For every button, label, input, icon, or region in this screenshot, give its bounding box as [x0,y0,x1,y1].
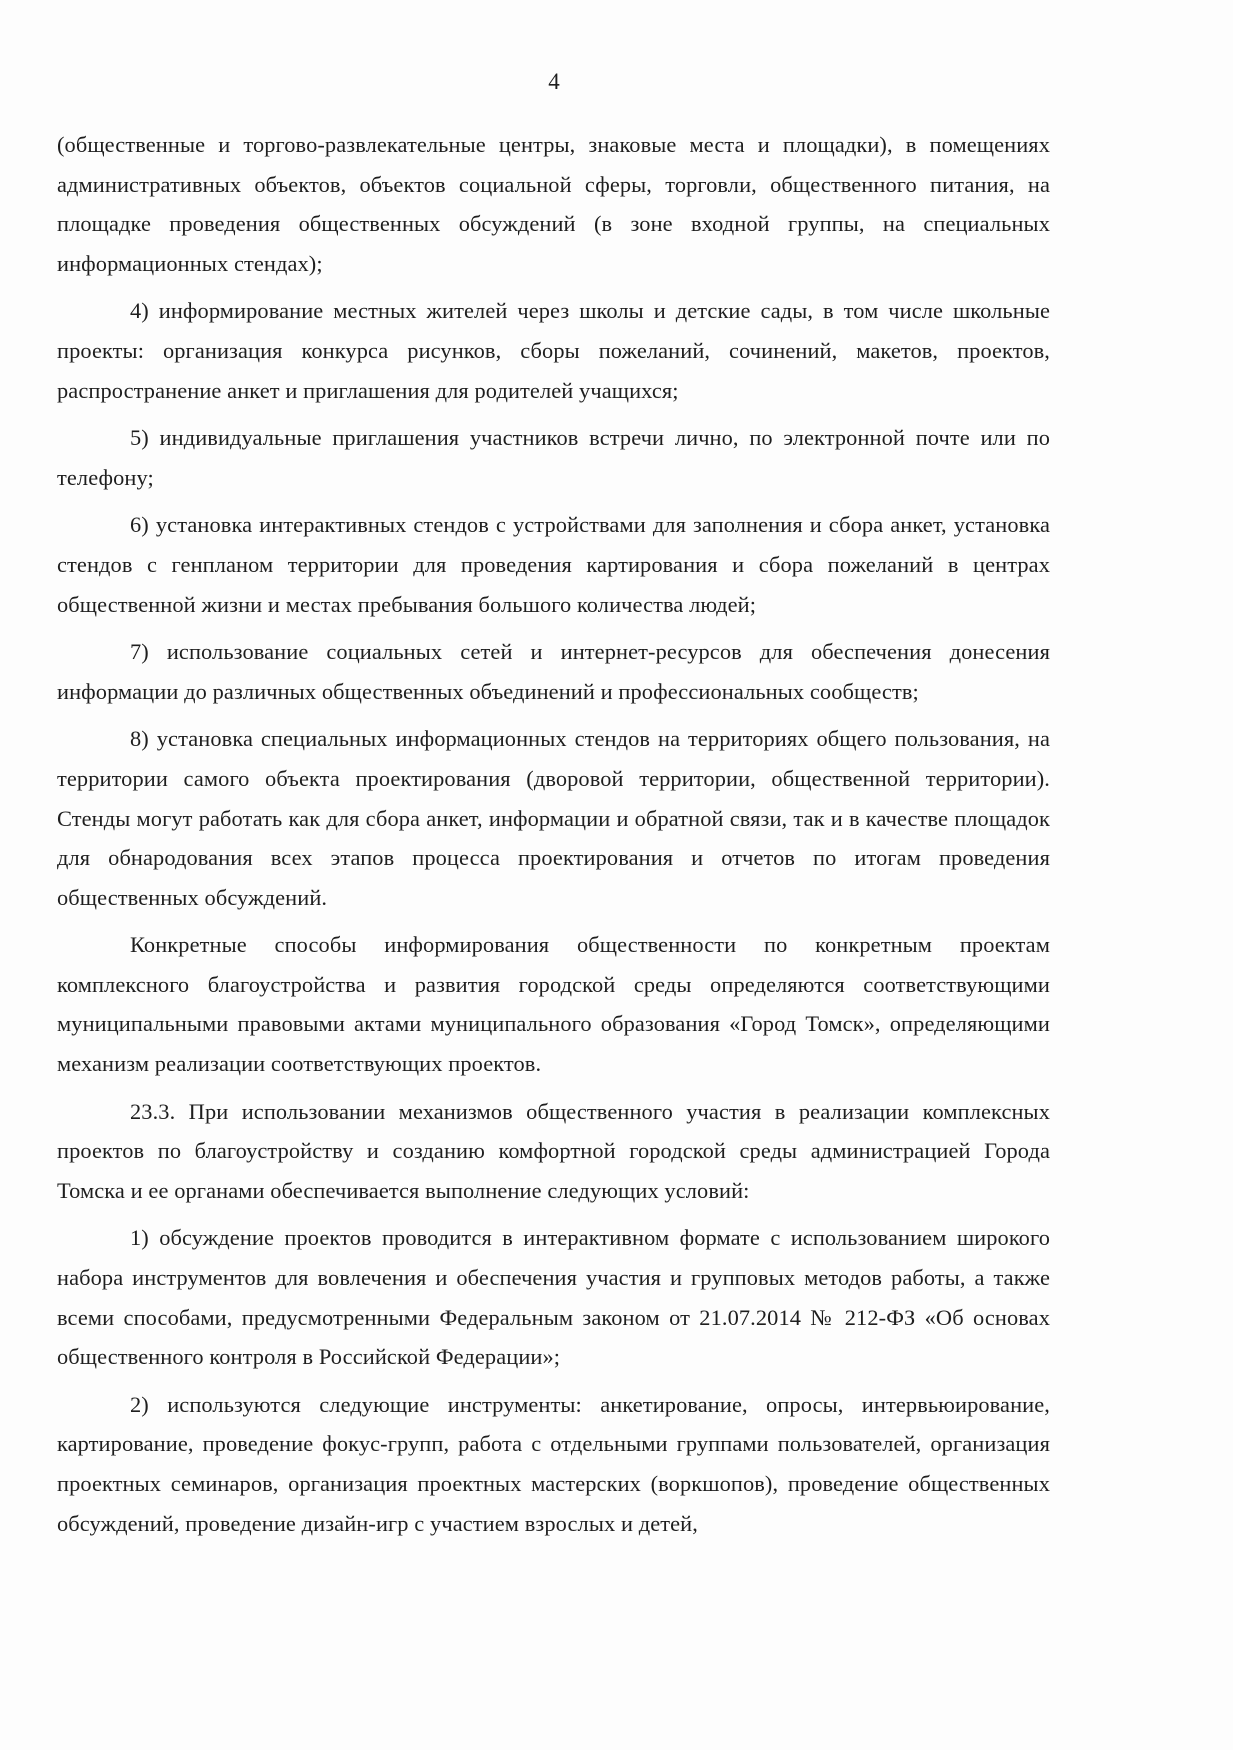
paragraph-item-8: 8) установка специальных информационных стендов на территориях общего пользования, на территории самого объекта проектирования (дворовой территории, общественной территории). Стенды могут работать как для сбора анкет, информации и обратной связи, так и в качестве площадок для обнародования всех этапов процесса проектирования и отчетов по итогам проведения общественных обсуждений. [57,726,1050,910]
paragraph-item-7: 7) использование социальных сетей и интернет-ресурсов для обеспечения донесения информации до различных общественных объединений и профессиональных сообществ; [57,639,1050,704]
paragraph-item-4: 4) информирование местных жителей через школы и детские сады, в том числе школьные проекты: организация конкурса рисунков, сборы пожеланий, сочинений, макетов, проектов, распространение анкет и приглашения для родителей учащихся; [57,298,1050,403]
paragraph-condition-1: 1) обсуждение проектов проводится в интерактивном формате с использованием широкого набора инструментов для вовлечения и обеспечения участия и групповых методов работы, а также всеми способами, предусмотренными Федеральным законом от 21.07.2014 № 212-ФЗ «Об основах общественного контроля в Российской Федерации»; [57,1225,1050,1370]
paragraph-item-5: 5) индивидуальные приглашения участников встречи лично, по электронной почте или по телефону; [57,425,1050,490]
paragraph-item-6: 6) установка интерактивных стендов с устройствами для заполнения и сбора анкет, установка стендов с генпланом территории для проведения картирования и сбора пожеланий в центрах общественной жизни и местах пребывания большого количества людей; [57,512,1050,617]
paragraph-continuation: (общественные и торгово-развлекательные центры, знаковые места и площадки), в помещениях административных объектов, объектов социальной сферы, торговли, общественного питания, на площадке проведения общественных обсуждений (в зоне входной группы, на специальных информационных стендах); [57,132,1050,276]
paragraph-condition-2: 2) используются следующие инструменты: анкетирование, опросы, интервьюирование, картирование, проведение фокус-групп, работа с отдельными группами пользователей, организация проектных семинаров, организация проектных мастерских (воркшопов), проведение общественных обсуждений, проведение дизайн-игр с участием взрослых и детей, [57,1391,1050,1536]
document-body [57,125,1050,1543]
paragraph-specific-methods: Конкретные способы информирования общественности по конкретным проектам комплексного благоустройства и развития городской среды определяются соответствующими муниципальными правовыми актами муниципального образования «Город Томск», определяющими механизм реализации соответствующих проектов. [57,932,1050,1077]
page-number: 4 [548,69,560,94]
paragraph-section-23-3: 23.3. При использовании механизмов общественного участия в реализации комплексных проектов по благоустройству и созданию комфортной городской среды администрацией Города Томска и ее органами обеспечивается выполнение следующих условий: [57,1098,1050,1203]
